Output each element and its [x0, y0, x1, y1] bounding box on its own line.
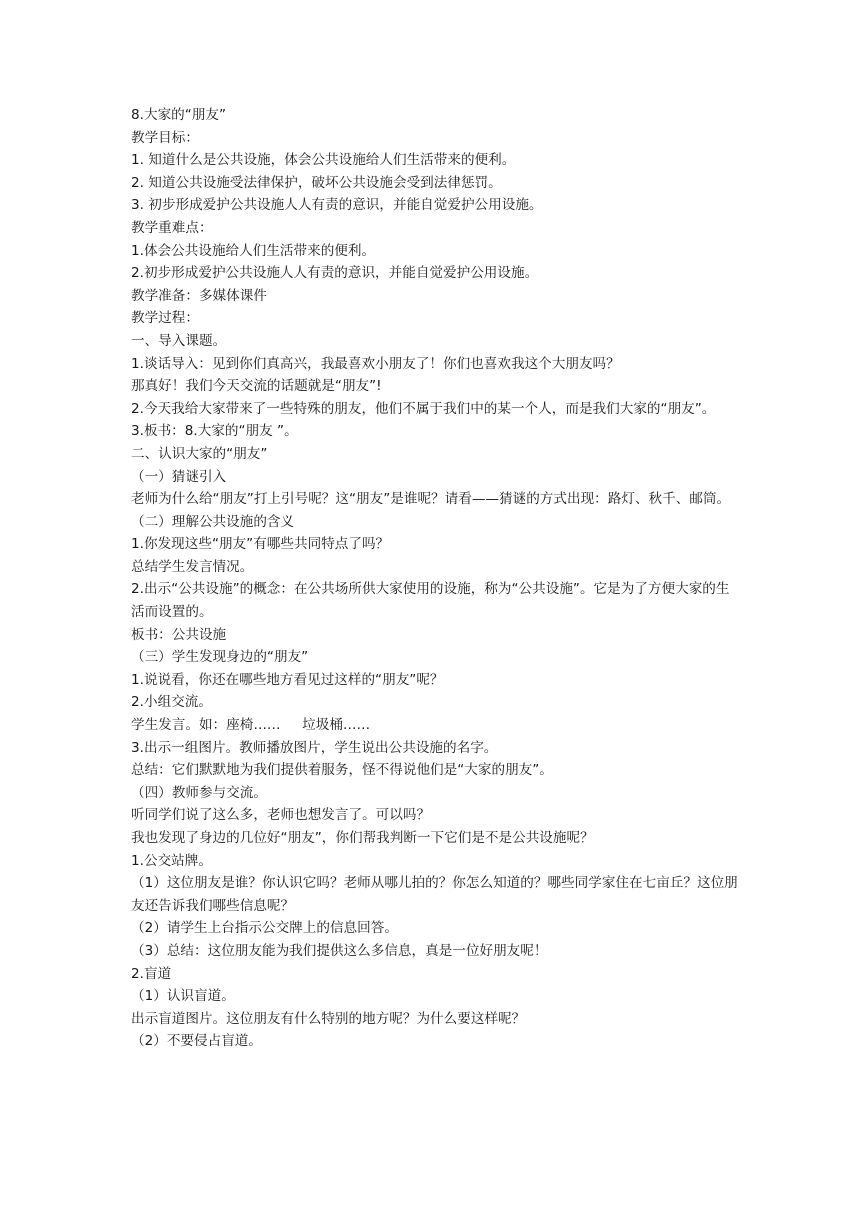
part1-line: 3.板书：8.大家的“朋友 ”。: [131, 423, 298, 440]
section-heading: （三）学生发现身边的“朋友”: [131, 649, 309, 666]
section-line: （1）认识盲道。: [131, 988, 235, 1005]
section-line: 总结学生发言情况。: [131, 558, 254, 575]
section-line: 2.出示“公共设施”的概念：在公共场所供大家使用的设施，称为“公共设施”。它是为了方便大家的生活而设置的。: [131, 581, 730, 621]
part2-heading: 二、认识大家的“朋友”: [131, 445, 268, 462]
section-line: （3）总结：这位朋友能为我们提供这么多信息，真是一位好朋友呢！: [131, 942, 548, 959]
part1-line: 那真好！我们今天交流的话题就是“朋友”!: [131, 378, 382, 395]
section-line: 1.公交站牌。: [131, 852, 212, 869]
key-points-heading: 教学重难点：: [131, 219, 213, 236]
section-line: （2）不要侵占盲道。: [131, 1033, 262, 1050]
key-point-item: 2.初步形成爱护公共设施人人有责的意识，并能自觉爱护公用设施。: [131, 265, 539, 282]
process-heading: 教学过程：: [131, 310, 199, 327]
section-line: 3.出示一组图片。教师播放图片，学生说出公共设施的名字。: [131, 739, 498, 756]
section-line: （1）这位朋友是谁？你认识它吗？老师从哪儿拍的？你怎么知道的？哪些同学家住在七亩丘？这位朋友还告诉我们哪些信息呢？: [131, 875, 738, 914]
section-paragraph: 老师为什么给“朋友”打上引号呢？这“朋友”是谁呢？请看——猜谜的方式出现：路灯、秋千、邮筒。: [131, 491, 731, 508]
section-line: 总结：它们默默地为我们提供着服务，怪不得说他们是“大家的朋友”。: [131, 762, 553, 779]
section-heading: （四）教师参与交流。: [131, 784, 267, 801]
objectives-heading: 教学目标：: [131, 129, 199, 146]
key-point-item: 1.体会公共设施给人们生活带来的便利。: [131, 242, 376, 259]
lesson-title: 8.大家的“朋友”: [131, 107, 227, 123]
section-line: 我也发现了身边的几位好“朋友”，你们帮我判断一下它们是不是公共设施呢？: [131, 830, 594, 846]
section-line: 出示盲道图片。这位朋友有什么特别的地方呢？为什么要这样呢？: [131, 1010, 526, 1027]
section-line: 1.你发现这些“朋友”有哪些共同特点了吗？: [131, 536, 390, 553]
section-heading: （一）猜谜引入: [131, 468, 227, 485]
objective-item: 1. 知道什么是公共设施，体会公共设施给人们生活带来的便利。: [131, 152, 516, 169]
section-line: 板书：公共设施: [131, 626, 227, 643]
section-line: 听同学们说了这么多，老师也想发言了。可以吗？: [131, 807, 431, 824]
part1-heading: 一、导入课题。: [131, 332, 227, 349]
part1-line: 2.今天我给大家带来了一些特殊的朋友，他们不属于我们中的某一个人，而是我们大家的“朋友”。: [131, 400, 716, 417]
document-body: [131, 104, 743, 1053]
section-line: 2.盲道: [131, 965, 172, 982]
section-line: 2.小组交流。: [131, 694, 212, 711]
objective-item: 3. 初步形成爱护公共设施人人有责的意识，并能自觉爱护公用设施。: [131, 197, 543, 214]
section-line: 1.说说看，你还在哪些地方看见过这样的“朋友”呢？: [131, 671, 444, 688]
section-line: 学生发言。如：座椅…… 垃圾桶……: [131, 717, 371, 734]
objective-item: 2. 知道公共设施受法律保护，破坏公共设施会受到法律惩罚。: [131, 174, 502, 191]
part1-line: 1.谈话导入：见到你们真高兴，我最喜欢小朋友了！你们也喜欢我这个大朋友吗？: [131, 355, 620, 372]
preparation-line: 教学准备：多媒体课件: [131, 287, 267, 304]
section-heading: （二）理解公共设施的含义: [131, 513, 295, 530]
section-line: （2）请学生上台指示公交牌上的信息回答。: [131, 920, 398, 937]
